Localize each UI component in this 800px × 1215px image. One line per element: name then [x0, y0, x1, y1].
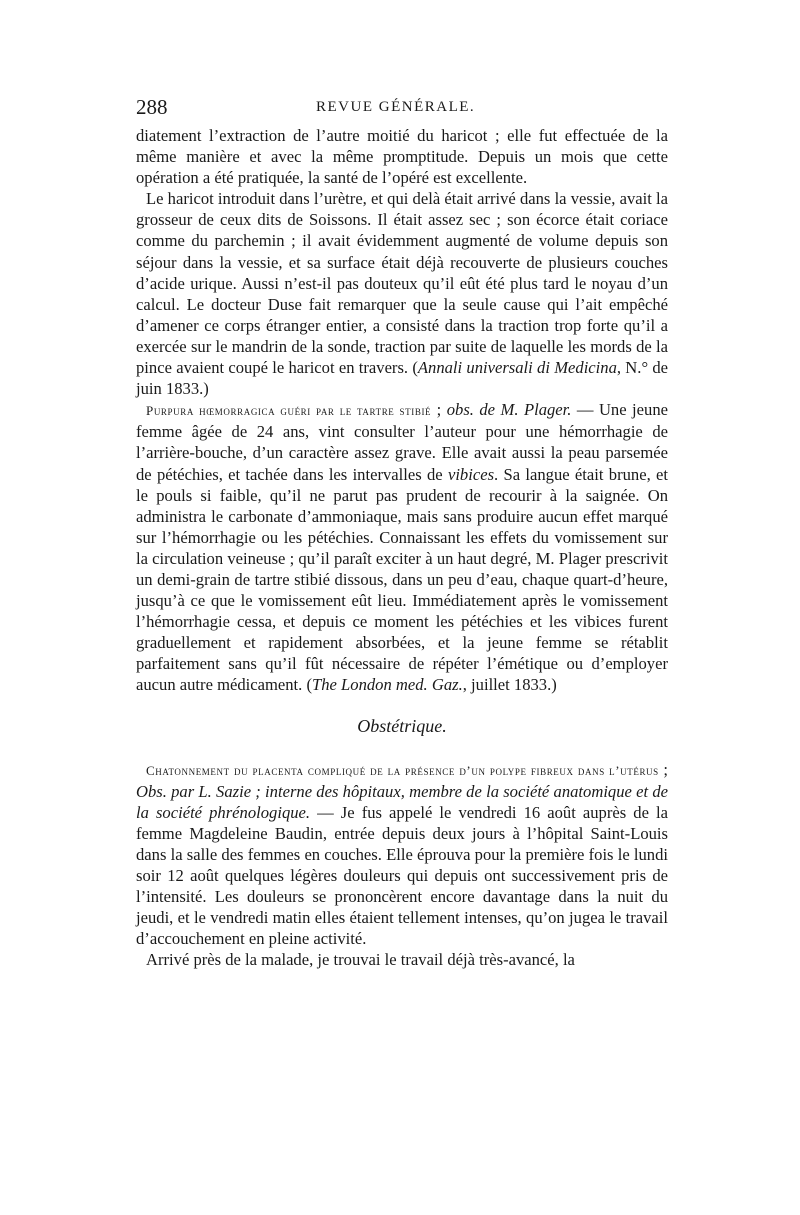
paragraph-continuation: [136, 125, 668, 188]
citation-source: The London med. Gaz.: [312, 675, 463, 695]
citation-date: , juillet 1833.): [462, 675, 557, 695]
paragraph-purpura: [136, 399, 668, 695]
observation-author: obs. de M. Plager.: [446, 400, 572, 420]
heading-separator: ;: [658, 759, 668, 779]
paragraph-text: — Je fus appelé le vendredi 16 août auprès de la femme Magdeleine Baudin, entrée depuis deux jours à l’hôpital Saint-Louis dans la salle des femmes en couches. Elle éprouva pour la première fois le lundi soir 12 août quelques légères douleurs qui depuis ont successivement pris de l’intensité. Les douleurs se prononcèrent encore davantage dans la nuit du jeudi, et le vendredi matin elles étaient tellement intenses, qu’on jugea le travail d’accouchement en pleine activité.: [136, 802, 668, 949]
citation-date: , N.° de juin 1833.): [136, 358, 669, 399]
running-title: REVUE GÉNÉRALE.: [316, 99, 476, 115]
paragraph-text: Arrivé près de la malade, je trouvai le travail déjà très-avancé, la: [146, 950, 575, 970]
page-number: 288: [136, 95, 168, 119]
paragraph-arrive: [136, 949, 668, 970]
paragraph-text: Le haricot introduit dans l’urètre, et qui delà était arrivé dans la vessie, avait la grosseur de ceux dits de Soissons. Il était assez sec ; son écorce était coriace comme du parchemin ; il avait évidemment augmenté de volume depuis son séjour dans la vessie, et sa surface était déjà recouverte de plusieurs couches d’acide urique. Aussi n’est-il pas douteux qu’il eût été plus tard le noyau d’un calcul. Le docteur Duse fait remarquer que la seule cause qui l’ait empêché d’amener ce corps étranger entier, a consisté dans la traction trop forte qu’il a exercée sur le mandrin de la sonde, traction par suite de laquelle les mords de la pince avaient coupé le haricot en travers.: [136, 189, 668, 378]
paragraph-text: . Sa langue était brune, et le pouls si faible, qu’il ne parut pas prudent de recourir à la saignée. On administra le carbonate d’ammoniaque, mais sans produire aucun effet marqué sur l’hémorrhagie ou les pétéchies. Connaissant les effets du vomissement sur la circulation veineuse ; qu’il paraît exciter à un haut degré, M. Plager prescrivit un demi-grain de tartre stibié dissous, dans un peu d’eau, chaque quart-d’heure, jusqu’à ce que le vomissement eût lieu. Immédiatement après le vomissement l’hémorrhagie cessa, et depuis ce moment les pétéchies et les vibices furent graduellement et rapidement absorbées, et la jeune femme se rétablit parfaitement sans qu’il fût nécessaire de répéter l’émétique ou d’employer aucun autre médicament.: [136, 464, 668, 695]
paragraph-haricot: [136, 188, 668, 399]
paragraph-text: diatement l’extraction de l’autre moitié du haricot ; elle fut effectuée de la même manière et avec la même promptitude. Depuis un mois que cette opération a été pratiquée, la santé de l’opéré est excellente.: [136, 126, 668, 188]
paragraph-text: — Une jeune femme âgée de 24 ans, vint consulter l’auteur pour une hémorrhagie de l’arrière-bouche, d’un caractère assez grave. Elle avait aussi la peau parsemée de pétéchies, et tachée dans les intervalles de: [136, 400, 668, 484]
term-vibices: vibices: [447, 464, 495, 484]
article-heading: Purpura hœmorragica guéri par le tartre stibié: [146, 403, 432, 419]
citation-source: Annali universali di Medicina: [417, 358, 617, 378]
paragraph-chatonnement: [136, 759, 668, 950]
observation-author: Obs. par L. Sazie ; interne des hôpitaux, membre de la société anatomique et de la société phrénologique.: [136, 781, 668, 822]
page-header: [136, 95, 668, 125]
book-page: [136, 95, 668, 971]
section-title: Obstétrique.: [357, 715, 447, 736]
citation-open: (: [412, 358, 418, 378]
article-heading: Chatonnement du placenta compliqué de la présence d’un polype fibreux dans l’utérus: [146, 762, 659, 778]
citation-open: (: [302, 675, 313, 695]
heading-separator: ;: [431, 400, 447, 420]
article-body: [136, 125, 668, 971]
